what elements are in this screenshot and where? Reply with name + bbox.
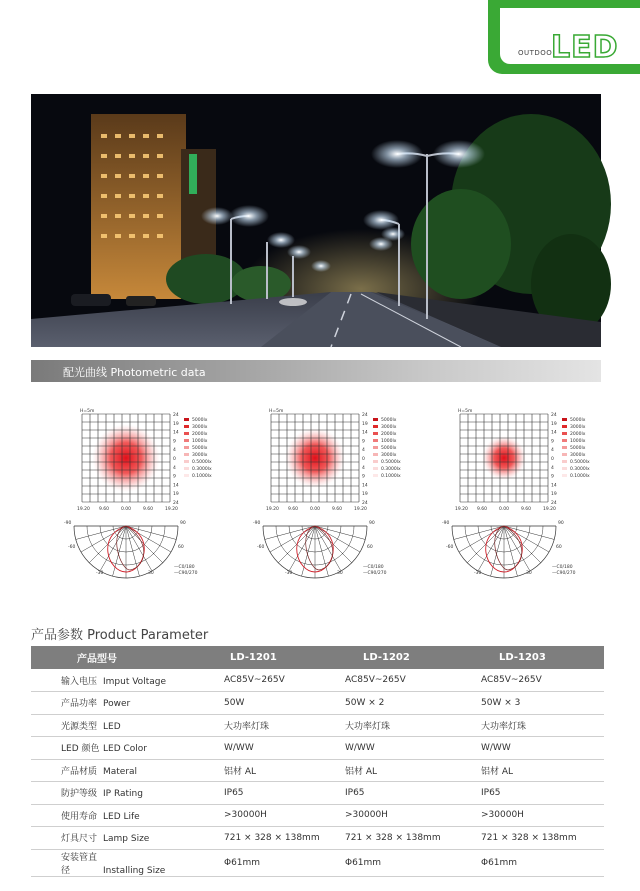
y-tick-label: 0 xyxy=(551,457,554,462)
polar-angle-label: -30 xyxy=(285,571,293,576)
product-parameter-title: 产品参数 Product Parameter xyxy=(31,628,209,643)
table-row xyxy=(31,849,604,876)
y-tick-label: 19 xyxy=(173,492,179,498)
polar-ray xyxy=(504,526,554,539)
row-label xyxy=(31,827,196,850)
table-row xyxy=(31,782,604,805)
illuminance-spot xyxy=(482,436,526,480)
polar-ray xyxy=(504,526,549,552)
header-ld-1203: LD-1203 xyxy=(467,646,604,669)
row-label xyxy=(31,692,196,715)
photometric-panel-1 xyxy=(66,404,246,594)
y-tick-label: 19 xyxy=(362,421,368,427)
legend-label: 5000lx xyxy=(570,446,586,451)
polar-legend-label: —C0/180 xyxy=(552,565,573,570)
polar-ray xyxy=(81,526,126,552)
legend-label: 5000lx xyxy=(192,446,208,451)
polar-angle-label: 90 xyxy=(180,521,186,526)
row-label xyxy=(31,759,196,782)
polar-ray xyxy=(315,526,360,552)
legend-swatch xyxy=(184,474,189,477)
legend-label: 2000lx xyxy=(192,432,208,437)
legend-label: 3000lx xyxy=(192,453,208,458)
row-label-en: LED Life xyxy=(103,811,140,822)
row-value-ld-1201: 721 × 328 × 138mm xyxy=(196,827,331,850)
y-tick-label: 19 xyxy=(551,421,557,427)
legend-swatch xyxy=(562,446,567,449)
y-tick-label: 24 xyxy=(551,413,557,418)
row-label-cn: LED 颜色 xyxy=(61,744,100,755)
x-tick-label: 9.60 xyxy=(288,507,299,512)
table-row xyxy=(31,692,604,715)
legend-swatch xyxy=(184,467,189,470)
photometric-section-title: 配光曲线 Photometric data xyxy=(63,366,206,379)
row-label-cn: 产品功率 xyxy=(61,699,98,710)
row-value-ld-1201: 铝材 AL xyxy=(196,759,331,782)
row-value-ld-1202: 铝材 AL xyxy=(331,759,467,782)
legend-label: 3000lx xyxy=(570,453,586,458)
y-tick-label: 4 xyxy=(173,465,176,471)
legend-label: 2000lx xyxy=(570,432,586,437)
x-tick-label: 9.60 xyxy=(521,507,532,512)
legend-label: 0.5000lx xyxy=(381,460,401,465)
badge-outdoor-label: OUTDOOR xyxy=(518,49,558,57)
polar-ray xyxy=(315,526,328,576)
legend-swatch xyxy=(184,446,189,449)
photometric-chart xyxy=(444,404,624,594)
row-value-ld-1201: Φ61mm xyxy=(196,849,331,876)
header-ld-1201: LD-1201 xyxy=(196,646,331,669)
polar-angle-label: 30 xyxy=(337,571,343,576)
row-label xyxy=(31,782,196,805)
y-tick-label: 9 xyxy=(362,474,365,480)
row-value-ld-1203: AC85V~265V xyxy=(467,669,604,692)
legend-swatch xyxy=(373,453,378,456)
y-tick-label: 4 xyxy=(551,448,554,454)
y-tick-label: 4 xyxy=(173,448,176,454)
y-tick-label: 4 xyxy=(362,448,365,454)
polar-angle-label: -60 xyxy=(68,545,76,550)
row-label-en: IP Rating xyxy=(103,789,143,800)
legend-label: 1000lx xyxy=(381,439,397,444)
row-label-en: Materal xyxy=(103,766,138,777)
row-value-ld-1202: Φ61mm xyxy=(331,849,467,876)
y-tick-label: 9 xyxy=(551,439,554,445)
legend-label: 5000lx xyxy=(381,446,397,451)
table-header-row xyxy=(31,646,604,669)
y-tick-label: 9 xyxy=(362,439,365,445)
row-value-ld-1203: >30000H xyxy=(467,804,604,827)
row-value-ld-1201: 大功率灯珠 xyxy=(196,714,331,737)
row-value-ld-1202: >30000H xyxy=(331,804,467,827)
polar-angle-label: 90 xyxy=(369,521,375,526)
legend-label: 0.1000lx xyxy=(192,474,212,479)
street-light-photo xyxy=(31,94,601,347)
legend-swatch xyxy=(562,460,567,463)
legend-label: 3000lx xyxy=(570,425,586,430)
x-tick-label: 19.20 xyxy=(354,507,367,512)
legend-label: 0.3000lx xyxy=(192,467,212,472)
grid-height-label: H=5m xyxy=(458,409,473,414)
row-value-ld-1203: 50W × 3 xyxy=(467,692,604,715)
polar-ray xyxy=(113,526,126,576)
legend-swatch xyxy=(184,425,189,428)
row-label xyxy=(31,714,196,737)
row-value-ld-1202: AC85V~265V xyxy=(331,669,467,692)
y-tick-label: 14 xyxy=(173,430,179,436)
x-tick-label: 9.60 xyxy=(99,507,110,512)
legend-swatch xyxy=(373,467,378,470)
y-tick-label: 19 xyxy=(362,492,368,498)
row-value-ld-1203: Φ61mm xyxy=(467,849,604,876)
polar-ray xyxy=(89,526,126,563)
polar-ray xyxy=(491,526,504,576)
header-ld-1202: LD-1202 xyxy=(331,646,467,669)
legend-swatch xyxy=(184,460,189,463)
x-tick-label: 19.20 xyxy=(543,507,556,512)
legend-label: 5000lx xyxy=(192,418,208,423)
polar-ray xyxy=(504,526,517,576)
x-tick-label: 9.60 xyxy=(477,507,488,512)
row-label-en: LED Color xyxy=(103,744,147,755)
row-label xyxy=(31,737,196,760)
legend-label: 0.1000lx xyxy=(570,474,590,479)
legend-swatch xyxy=(562,439,567,442)
y-tick-label: 14 xyxy=(362,430,368,436)
legend-swatch xyxy=(562,432,567,435)
badge-led-label: LED xyxy=(551,30,619,65)
row-value-ld-1203: 721 × 328 × 138mm xyxy=(467,827,604,850)
y-tick-label: 0 xyxy=(362,457,365,462)
legend-label: 5000lx xyxy=(381,418,397,423)
photometric-chart xyxy=(255,404,435,594)
y-tick-label: 9 xyxy=(173,439,176,445)
legend-swatch xyxy=(184,418,189,421)
legend-swatch xyxy=(562,453,567,456)
polar-angle-label: 60 xyxy=(367,545,373,550)
legend-swatch xyxy=(184,439,189,442)
legend-swatch xyxy=(562,425,567,428)
polar-legend-label: —C0/180 xyxy=(363,565,384,570)
y-tick-label: 14 xyxy=(362,483,368,489)
row-label xyxy=(31,849,196,876)
row-value-ld-1201: >30000H xyxy=(196,804,331,827)
row-value-ld-1201: IP65 xyxy=(196,782,331,805)
legend-swatch xyxy=(562,418,567,421)
x-tick-label: 9.60 xyxy=(143,507,154,512)
row-value-ld-1202: W/WW xyxy=(331,737,467,760)
x-tick-label: 0.00 xyxy=(499,507,510,512)
polar-legend-label: —C90/270 xyxy=(363,571,387,576)
polar-angle-label: 60 xyxy=(556,545,562,550)
row-label-cn: 光源类型 xyxy=(61,721,98,732)
illuminance-spot xyxy=(92,424,160,492)
polar-ray xyxy=(126,526,139,576)
legend-label: 3000lx xyxy=(381,453,397,458)
photometric-chart xyxy=(66,404,246,594)
legend-swatch xyxy=(373,439,378,442)
legend-swatch xyxy=(373,418,378,421)
photometric-section-bar xyxy=(31,360,601,382)
table-row xyxy=(31,804,604,827)
polar-angle-label: 90 xyxy=(558,521,564,526)
polar-angle-label: -30 xyxy=(474,571,482,576)
legend-swatch xyxy=(373,425,378,428)
legend-label: 0.5000lx xyxy=(570,460,590,465)
legend-label: 2000lx xyxy=(381,432,397,437)
legend-label: 5000lx xyxy=(570,418,586,423)
polar-ray xyxy=(278,526,315,563)
table-row xyxy=(31,759,604,782)
polar-angle-label: -60 xyxy=(257,545,265,550)
polar-angle-label: -60 xyxy=(446,545,454,550)
y-tick-label: 14 xyxy=(551,430,557,436)
product-parameter-table xyxy=(31,646,604,877)
polar-ray xyxy=(467,526,504,563)
x-tick-label: 9.60 xyxy=(332,507,343,512)
legend-label: 0.5000lx xyxy=(192,460,212,465)
polar-legend-label: —C90/270 xyxy=(174,571,198,576)
legend-swatch xyxy=(373,446,378,449)
grid-height-label: H=5m xyxy=(80,409,95,414)
y-tick-label: 14 xyxy=(173,483,179,489)
row-value-ld-1201: 50W xyxy=(196,692,331,715)
row-label-en: Installing Size xyxy=(103,865,166,876)
polar-angle-label: -90 xyxy=(64,521,72,526)
table-row xyxy=(31,827,604,850)
street-scene-illustration xyxy=(31,94,601,347)
y-tick-label: 19 xyxy=(173,421,179,427)
row-value-ld-1201: AC85V~265V xyxy=(196,669,331,692)
legend-label: 3000lx xyxy=(192,425,208,430)
row-label-cn: 使用寿命 xyxy=(61,811,98,822)
row-label xyxy=(31,669,196,692)
legend-swatch xyxy=(184,453,189,456)
polar-ray xyxy=(302,526,315,576)
polar-angle-label: 60 xyxy=(178,545,184,550)
y-tick-label: 19 xyxy=(551,492,557,498)
row-label-en: LED xyxy=(103,721,121,732)
x-tick-label: 19.20 xyxy=(165,507,178,512)
x-tick-label: 19.20 xyxy=(77,507,90,512)
row-label-cn: 产品材质 xyxy=(61,766,98,777)
polar-ray xyxy=(270,526,315,552)
polar-ray xyxy=(126,526,171,552)
row-value-ld-1203: 大功率灯珠 xyxy=(467,714,604,737)
y-tick-label: 0 xyxy=(173,457,176,462)
row-label-cn: 防护等级 xyxy=(61,789,98,800)
polar-angle-label: 30 xyxy=(526,571,532,576)
legend-swatch xyxy=(562,474,567,477)
row-label-en: Lamp Size xyxy=(103,834,150,845)
row-label-cn: 输入电压 xyxy=(61,676,98,687)
header-model: 产品型号 xyxy=(31,646,196,669)
y-tick-label: 4 xyxy=(551,465,554,471)
row-value-ld-1202: 大功率灯珠 xyxy=(331,714,467,737)
row-value-ld-1202: 721 × 328 × 138mm xyxy=(331,827,467,850)
legend-label: 1000lx xyxy=(570,439,586,444)
table-row xyxy=(31,669,604,692)
y-tick-label: 9 xyxy=(173,474,176,480)
polar-angle-label: 30 xyxy=(148,571,154,576)
y-tick-label: 14 xyxy=(551,483,557,489)
polar-angle-label: -90 xyxy=(442,521,450,526)
polar-ray xyxy=(459,526,504,552)
legend-swatch xyxy=(562,467,567,470)
row-value-ld-1201: W/WW xyxy=(196,737,331,760)
polar-ray xyxy=(315,526,352,563)
y-tick-label: 24 xyxy=(362,501,368,506)
row-label-cn: 灯具尺寸 xyxy=(61,834,98,845)
y-tick-label: 9 xyxy=(551,474,554,480)
row-value-ld-1202: IP65 xyxy=(331,782,467,805)
row-label-en: Power xyxy=(103,699,131,710)
table-row xyxy=(31,714,604,737)
table-row xyxy=(31,737,604,760)
legend-label: 3000lx xyxy=(381,425,397,430)
x-tick-label: 19.20 xyxy=(266,507,279,512)
photometric-panel-2 xyxy=(255,404,435,594)
row-value-ld-1203: W/WW xyxy=(467,737,604,760)
photometric-panel-3 xyxy=(444,404,624,594)
row-value-ld-1203: 铝材 AL xyxy=(467,759,604,782)
row-value-ld-1202: 50W × 2 xyxy=(331,692,467,715)
y-tick-label: 24 xyxy=(362,413,368,418)
polar-angle-label: -30 xyxy=(96,571,104,576)
legend-swatch xyxy=(184,432,189,435)
polar-legend-label: —C90/270 xyxy=(552,571,576,576)
legend-label: 0.3000lx xyxy=(570,467,590,472)
legend-label: 1000lx xyxy=(192,439,208,444)
row-label-en: Imput Voltage xyxy=(103,676,166,687)
y-tick-label: 24 xyxy=(173,501,179,506)
polar-ray xyxy=(504,526,541,563)
legend-swatch xyxy=(373,460,378,463)
grid-height-label: H=5m xyxy=(269,409,284,414)
polar-ray xyxy=(315,526,365,539)
y-tick-label: 24 xyxy=(551,501,557,506)
legend-swatch xyxy=(373,432,378,435)
legend-swatch xyxy=(373,474,378,477)
polar-ray xyxy=(126,526,163,563)
legend-label: 0.1000lx xyxy=(381,474,401,479)
row-value-ld-1203: IP65 xyxy=(467,782,604,805)
illuminance-spot xyxy=(285,428,345,488)
polar-angle-label: -90 xyxy=(253,521,261,526)
polar-ray xyxy=(126,526,176,539)
y-tick-label: 4 xyxy=(362,465,365,471)
y-tick-label: 24 xyxy=(173,413,179,418)
x-tick-label: 19.20 xyxy=(455,507,468,512)
legend-label: 0.3000lx xyxy=(381,467,401,472)
row-label-cn: 安装管直径 xyxy=(61,852,98,876)
x-tick-label: 0.00 xyxy=(310,507,321,512)
x-tick-label: 0.00 xyxy=(121,507,132,512)
polar-legend-label: —C0/180 xyxy=(174,565,195,570)
row-label xyxy=(31,804,196,827)
